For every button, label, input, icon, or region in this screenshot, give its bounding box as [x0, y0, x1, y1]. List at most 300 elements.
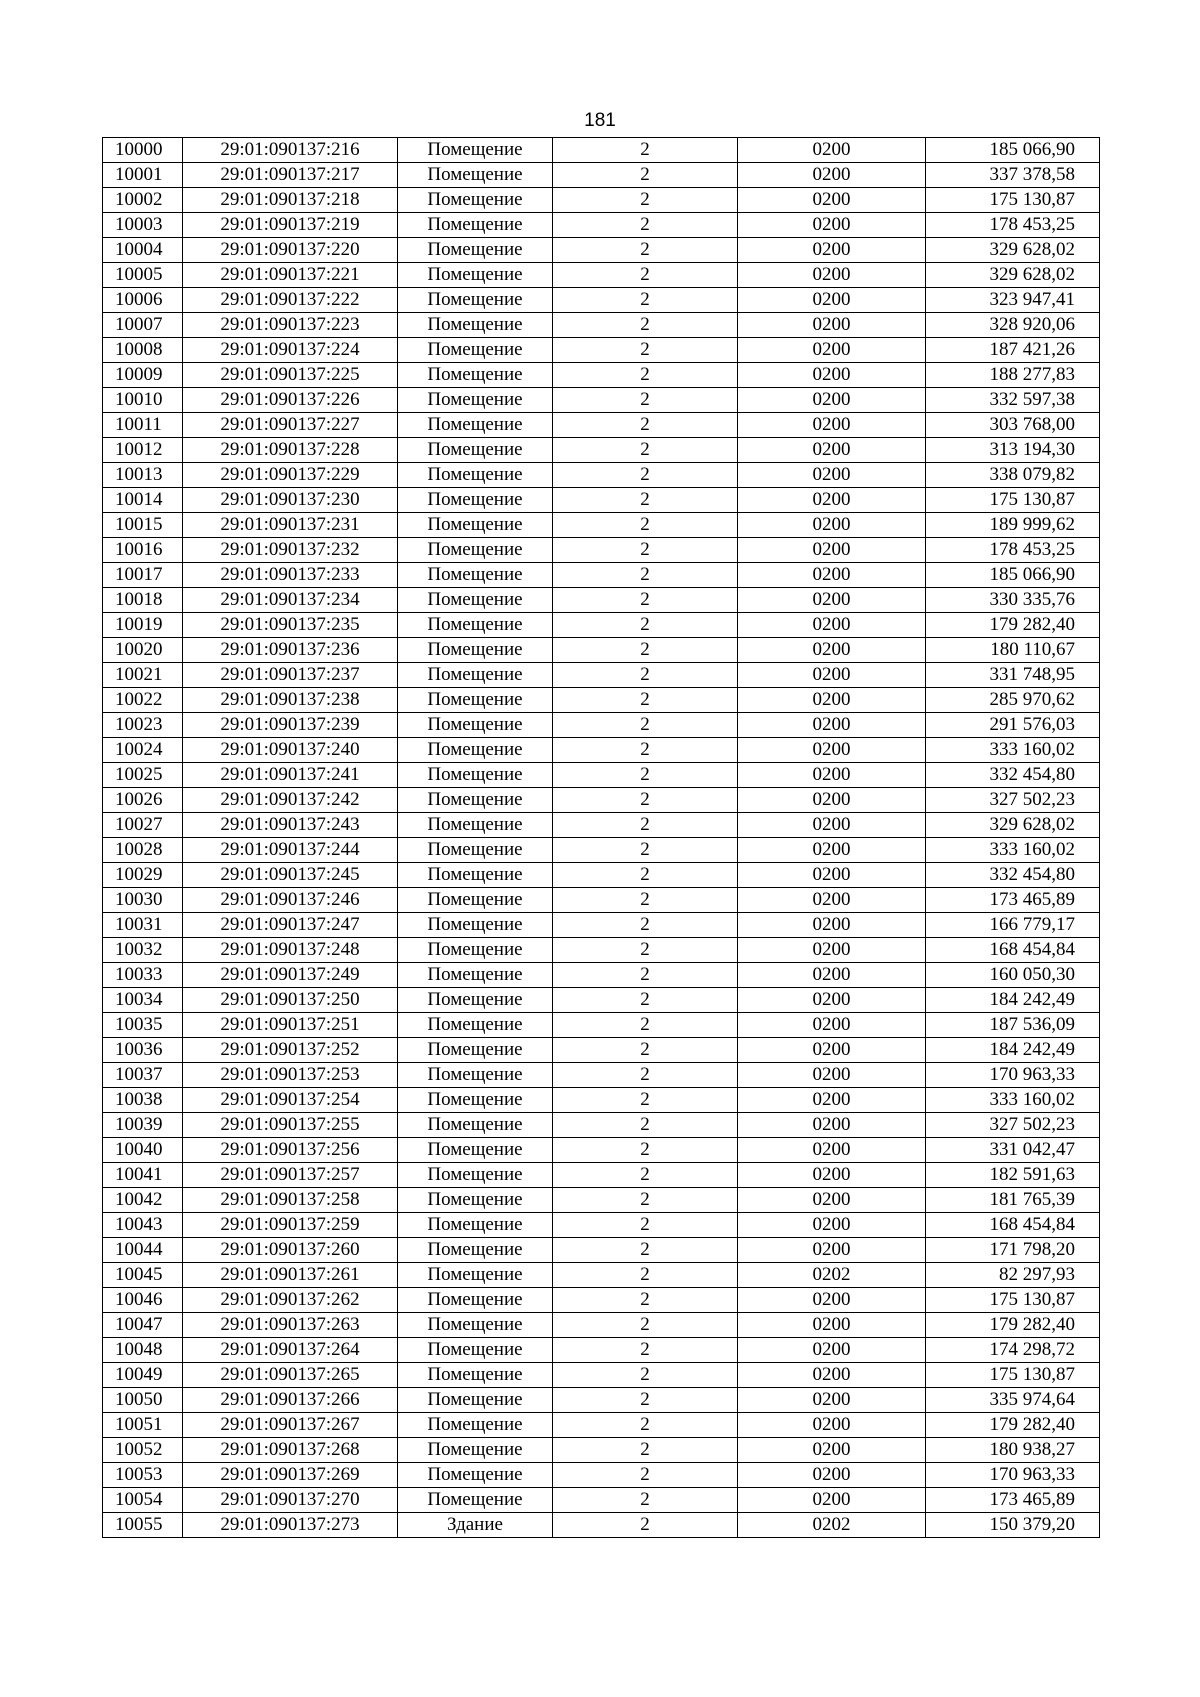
value-cell: 150 379,20	[926, 1513, 1100, 1538]
row-number-cell: 10003	[103, 213, 183, 238]
table-row	[103, 888, 1100, 913]
object-type-cell: Помещение	[398, 1113, 553, 1138]
category-cell: 2	[553, 163, 738, 188]
code-cell: 0200	[738, 1213, 926, 1238]
object-type-cell: Помещение	[398, 1138, 553, 1163]
row-number-cell: 10043	[103, 1213, 183, 1238]
table-row	[103, 588, 1100, 613]
object-type-cell: Помещение	[398, 1438, 553, 1463]
value-cell: 175 130,87	[926, 1363, 1100, 1388]
cadastral-number-cell: 29:01:090137:264	[183, 1338, 398, 1363]
category-cell: 2	[553, 963, 738, 988]
cadastral-number-cell: 29:01:090137:262	[183, 1288, 398, 1313]
cadastral-number-cell: 29:01:090137:238	[183, 688, 398, 713]
object-type-cell: Помещение	[398, 438, 553, 463]
value-cell: 174 298,72	[926, 1338, 1100, 1363]
row-number-cell: 10050	[103, 1388, 183, 1413]
table-row	[103, 413, 1100, 438]
table-row	[103, 813, 1100, 838]
table-row	[103, 563, 1100, 588]
code-cell: 0200	[738, 688, 926, 713]
table-row	[103, 1163, 1100, 1188]
cadastral-number-cell: 29:01:090137:263	[183, 1313, 398, 1338]
category-cell: 2	[553, 738, 738, 763]
table-row	[103, 688, 1100, 713]
row-number-cell: 10040	[103, 1138, 183, 1163]
value-cell: 189 999,62	[926, 513, 1100, 538]
cadastral-number-cell: 29:01:090137:269	[183, 1463, 398, 1488]
table-row	[103, 238, 1100, 263]
table-row	[103, 638, 1100, 663]
table-row	[103, 1113, 1100, 1138]
object-type-cell: Помещение	[398, 663, 553, 688]
table-row	[103, 1413, 1100, 1438]
category-cell: 2	[553, 863, 738, 888]
row-number-cell: 10022	[103, 688, 183, 713]
value-cell: 328 920,06	[926, 313, 1100, 338]
table-row	[103, 1263, 1100, 1288]
object-type-cell: Помещение	[398, 588, 553, 613]
row-number-cell: 10000	[103, 138, 183, 163]
table-row	[103, 838, 1100, 863]
table-row	[103, 613, 1100, 638]
category-cell: 2	[553, 413, 738, 438]
row-number-cell: 10009	[103, 363, 183, 388]
code-cell: 0200	[738, 213, 926, 238]
row-number-cell: 10048	[103, 1338, 183, 1363]
value-cell: 187 421,26	[926, 338, 1100, 363]
code-cell: 0200	[738, 1488, 926, 1513]
category-cell: 2	[553, 563, 738, 588]
cadastral-number-cell: 29:01:090137:257	[183, 1163, 398, 1188]
table-row	[103, 488, 1100, 513]
cadastral-value-table	[102, 137, 1100, 1538]
table-row	[103, 513, 1100, 538]
object-type-cell: Помещение	[398, 1288, 553, 1313]
table-row	[103, 138, 1100, 163]
category-cell: 2	[553, 838, 738, 863]
category-cell: 2	[553, 663, 738, 688]
value-cell: 329 628,02	[926, 813, 1100, 838]
object-type-cell: Помещение	[398, 963, 553, 988]
table-row	[103, 1238, 1100, 1263]
row-number-cell: 10049	[103, 1363, 183, 1388]
cadastral-number-cell: 29:01:090137:253	[183, 1063, 398, 1088]
cadastral-number-cell: 29:01:090137:242	[183, 788, 398, 813]
cadastral-number-cell: 29:01:090137:240	[183, 738, 398, 763]
cadastral-number-cell: 29:01:090137:241	[183, 763, 398, 788]
page-number: 181	[584, 110, 616, 131]
category-cell: 2	[553, 1388, 738, 1413]
table-row	[103, 388, 1100, 413]
table-row	[103, 1038, 1100, 1063]
object-type-cell: Помещение	[398, 563, 553, 588]
category-cell: 2	[553, 688, 738, 713]
value-cell: 179 282,40	[926, 1313, 1100, 1338]
object-type-cell: Помещение	[398, 1063, 553, 1088]
table-row	[103, 713, 1100, 738]
category-cell: 2	[553, 938, 738, 963]
cadastral-number-cell: 29:01:090137:267	[183, 1413, 398, 1438]
table-row	[103, 1313, 1100, 1338]
object-type-cell: Помещение	[398, 488, 553, 513]
table-row	[103, 913, 1100, 938]
code-cell: 0200	[738, 763, 926, 788]
category-cell: 2	[553, 263, 738, 288]
object-type-cell: Помещение	[398, 1238, 553, 1263]
row-number-cell: 10008	[103, 338, 183, 363]
code-cell: 0200	[738, 488, 926, 513]
row-number-cell: 10025	[103, 763, 183, 788]
value-cell: 333 160,02	[926, 1088, 1100, 1113]
category-cell: 2	[553, 1313, 738, 1338]
code-cell: 0200	[738, 1013, 926, 1038]
code-cell: 0200	[738, 563, 926, 588]
table-row	[103, 1138, 1100, 1163]
row-number-cell: 10037	[103, 1063, 183, 1088]
code-cell: 0200	[738, 463, 926, 488]
cadastral-number-cell: 29:01:090137:260	[183, 1238, 398, 1263]
object-type-cell: Помещение	[398, 863, 553, 888]
value-cell: 187 536,09	[926, 1013, 1100, 1038]
cadastral-number-cell: 29:01:090137:265	[183, 1363, 398, 1388]
value-cell: 82 297,93	[926, 1263, 1100, 1288]
value-cell: 335 974,64	[926, 1388, 1100, 1413]
category-cell: 2	[553, 613, 738, 638]
table-row	[103, 863, 1100, 888]
category-cell: 2	[553, 1363, 738, 1388]
value-cell: 175 130,87	[926, 188, 1100, 213]
object-type-cell: Помещение	[398, 163, 553, 188]
row-number-cell: 10014	[103, 488, 183, 513]
category-cell: 2	[553, 1013, 738, 1038]
value-cell: 178 453,25	[926, 538, 1100, 563]
value-cell: 188 277,83	[926, 363, 1100, 388]
category-cell: 2	[553, 363, 738, 388]
cadastral-number-cell: 29:01:090137:219	[183, 213, 398, 238]
object-type-cell: Помещение	[398, 763, 553, 788]
object-type-cell: Помещение	[398, 213, 553, 238]
category-cell: 2	[553, 913, 738, 938]
row-number-cell: 10012	[103, 438, 183, 463]
table-row	[103, 463, 1100, 488]
cadastral-number-cell: 29:01:090137:259	[183, 1213, 398, 1238]
value-cell: 291 576,03	[926, 713, 1100, 738]
category-cell: 2	[553, 988, 738, 1013]
cadastral-number-cell: 29:01:090137:216	[183, 138, 398, 163]
table-row	[103, 1088, 1100, 1113]
code-cell: 0200	[738, 913, 926, 938]
cadastral-number-cell: 29:01:090137:224	[183, 338, 398, 363]
cadastral-number-cell: 29:01:090137:256	[183, 1138, 398, 1163]
cadastral-number-cell: 29:01:090137:243	[183, 813, 398, 838]
cadastral-number-cell: 29:01:090137:230	[183, 488, 398, 513]
table-row	[103, 1463, 1100, 1488]
object-type-cell: Помещение	[398, 188, 553, 213]
category-cell: 2	[553, 213, 738, 238]
value-cell: 285 970,62	[926, 688, 1100, 713]
code-cell: 0200	[738, 1413, 926, 1438]
code-cell: 0200	[738, 1038, 926, 1063]
row-number-cell: 10018	[103, 588, 183, 613]
category-cell: 2	[553, 488, 738, 513]
cadastral-number-cell: 29:01:090137:235	[183, 613, 398, 638]
code-cell: 0200	[738, 1288, 926, 1313]
code-cell: 0202	[738, 1263, 926, 1288]
cadastral-number-cell: 29:01:090137:249	[183, 963, 398, 988]
code-cell: 0200	[738, 313, 926, 338]
row-number-cell: 10002	[103, 188, 183, 213]
row-number-cell: 10024	[103, 738, 183, 763]
value-cell: 160 050,30	[926, 963, 1100, 988]
object-type-cell: Помещение	[398, 1213, 553, 1238]
category-cell: 2	[553, 338, 738, 363]
table-row	[103, 1013, 1100, 1038]
object-type-cell: Помещение	[398, 238, 553, 263]
row-number-cell: 10051	[103, 1413, 183, 1438]
table-row	[103, 763, 1100, 788]
cadastral-number-cell: 29:01:090137:254	[183, 1088, 398, 1113]
category-cell: 2	[553, 1288, 738, 1313]
cadastral-number-cell: 29:01:090137:270	[183, 1488, 398, 1513]
row-number-cell: 10041	[103, 1163, 183, 1188]
cadastral-number-cell: 29:01:090137:273	[183, 1513, 398, 1538]
row-number-cell: 10038	[103, 1088, 183, 1113]
cadastral-number-cell: 29:01:090137:223	[183, 313, 398, 338]
category-cell: 2	[553, 1413, 738, 1438]
value-cell: 337 378,58	[926, 163, 1100, 188]
value-cell: 171 798,20	[926, 1238, 1100, 1263]
value-cell: 175 130,87	[926, 488, 1100, 513]
code-cell: 0200	[738, 788, 926, 813]
cadastral-number-cell: 29:01:090137:227	[183, 413, 398, 438]
code-cell: 0200	[738, 713, 926, 738]
code-cell: 0200	[738, 1388, 926, 1413]
cadastral-number-cell: 29:01:090137:266	[183, 1388, 398, 1413]
category-cell: 2	[553, 288, 738, 313]
code-cell: 0200	[738, 813, 926, 838]
object-type-cell: Помещение	[398, 738, 553, 763]
row-number-cell: 10005	[103, 263, 183, 288]
table-row	[103, 1388, 1100, 1413]
code-cell: 0200	[738, 988, 926, 1013]
code-cell: 0200	[738, 1063, 926, 1088]
object-type-cell: Помещение	[398, 838, 553, 863]
cadastral-number-cell: 29:01:090137:258	[183, 1188, 398, 1213]
row-number-cell: 10039	[103, 1113, 183, 1138]
object-type-cell: Помещение	[398, 1313, 553, 1338]
row-number-cell: 10042	[103, 1188, 183, 1213]
category-cell: 2	[553, 1038, 738, 1063]
object-type-cell: Помещение	[398, 513, 553, 538]
category-cell: 2	[553, 588, 738, 613]
row-number-cell: 10010	[103, 388, 183, 413]
code-cell: 0200	[738, 263, 926, 288]
cadastral-number-cell: 29:01:090137:218	[183, 188, 398, 213]
value-cell: 303 768,00	[926, 413, 1100, 438]
table-row	[103, 663, 1100, 688]
cadastral-number-cell: 29:01:090137:229	[183, 463, 398, 488]
value-cell: 179 282,40	[926, 1413, 1100, 1438]
category-cell: 2	[553, 763, 738, 788]
object-type-cell: Помещение	[398, 463, 553, 488]
value-cell: 182 591,63	[926, 1163, 1100, 1188]
row-number-cell: 10006	[103, 288, 183, 313]
row-number-cell: 10020	[103, 638, 183, 663]
value-cell: 173 465,89	[926, 1488, 1100, 1513]
object-type-cell: Помещение	[398, 1338, 553, 1363]
value-cell: 331 042,47	[926, 1138, 1100, 1163]
row-number-cell: 10021	[103, 663, 183, 688]
cadastral-number-cell: 29:01:090137:225	[183, 363, 398, 388]
value-cell: 332 454,80	[926, 763, 1100, 788]
cadastral-number-cell: 29:01:090137:250	[183, 988, 398, 1013]
table-row	[103, 788, 1100, 813]
value-cell: 313 194,30	[926, 438, 1100, 463]
code-cell: 0200	[738, 1113, 926, 1138]
cadastral-number-cell: 29:01:090137:245	[183, 863, 398, 888]
object-type-cell: Помещение	[398, 1488, 553, 1513]
value-cell: 333 160,02	[926, 838, 1100, 863]
row-number-cell: 10026	[103, 788, 183, 813]
value-cell: 168 454,84	[926, 938, 1100, 963]
object-type-cell: Помещение	[398, 1263, 553, 1288]
cadastral-number-cell: 29:01:090137:248	[183, 938, 398, 963]
row-number-cell: 10004	[103, 238, 183, 263]
code-cell: 0200	[738, 438, 926, 463]
table-row	[103, 1338, 1100, 1363]
value-cell: 181 765,39	[926, 1188, 1100, 1213]
code-cell: 0200	[738, 963, 926, 988]
table-row	[103, 738, 1100, 763]
object-type-cell: Помещение	[398, 313, 553, 338]
category-cell: 2	[553, 888, 738, 913]
code-cell: 0200	[738, 663, 926, 688]
code-cell: 0200	[738, 163, 926, 188]
category-cell: 2	[553, 513, 738, 538]
code-cell: 0200	[738, 413, 926, 438]
value-cell: 327 502,23	[926, 1113, 1100, 1138]
value-cell: 170 963,33	[926, 1063, 1100, 1088]
cadastral-number-cell: 29:01:090137:237	[183, 663, 398, 688]
object-type-cell: Помещение	[398, 1163, 553, 1188]
table-row	[103, 963, 1100, 988]
code-cell: 0202	[738, 1513, 926, 1538]
category-cell: 2	[553, 538, 738, 563]
table-row	[103, 313, 1100, 338]
cadastral-number-cell: 29:01:090137:226	[183, 388, 398, 413]
value-cell: 180 110,67	[926, 638, 1100, 663]
category-cell: 2	[553, 463, 738, 488]
code-cell: 0200	[738, 188, 926, 213]
category-cell: 2	[553, 238, 738, 263]
code-cell: 0200	[738, 1363, 926, 1388]
code-cell: 0200	[738, 238, 926, 263]
code-cell: 0200	[738, 1163, 926, 1188]
code-cell: 0200	[738, 738, 926, 763]
object-type-cell: Помещение	[398, 388, 553, 413]
object-type-cell: Помещение	[398, 713, 553, 738]
value-cell: 173 465,89	[926, 888, 1100, 913]
object-type-cell: Здание	[398, 1513, 553, 1538]
row-number-cell: 10034	[103, 988, 183, 1013]
cadastral-number-cell: 29:01:090137:261	[183, 1263, 398, 1288]
category-cell: 2	[553, 138, 738, 163]
cadastral-number-cell: 29:01:090137:251	[183, 1013, 398, 1038]
table-row	[103, 438, 1100, 463]
code-cell: 0200	[738, 588, 926, 613]
object-type-cell: Помещение	[398, 988, 553, 1013]
code-cell: 0200	[738, 1438, 926, 1463]
table-row	[103, 288, 1100, 313]
object-type-cell: Помещение	[398, 788, 553, 813]
cadastral-number-cell: 29:01:090137:232	[183, 538, 398, 563]
cadastral-number-cell: 29:01:090137:246	[183, 888, 398, 913]
category-cell: 2	[553, 1338, 738, 1363]
object-type-cell: Помещение	[398, 538, 553, 563]
object-type-cell: Помещение	[398, 613, 553, 638]
code-cell: 0200	[738, 838, 926, 863]
code-cell: 0200	[738, 138, 926, 163]
object-type-cell: Помещение	[398, 338, 553, 363]
code-cell: 0200	[738, 1313, 926, 1338]
row-number-cell: 10017	[103, 563, 183, 588]
row-number-cell: 10030	[103, 888, 183, 913]
cadastral-number-cell: 29:01:090137:231	[183, 513, 398, 538]
value-cell: 185 066,90	[926, 563, 1100, 588]
category-cell: 2	[553, 1513, 738, 1538]
cadastral-number-cell: 29:01:090137:233	[183, 563, 398, 588]
value-cell: 329 628,02	[926, 263, 1100, 288]
code-cell: 0200	[738, 1463, 926, 1488]
category-cell: 2	[553, 813, 738, 838]
object-type-cell: Помещение	[398, 288, 553, 313]
object-type-cell: Помещение	[398, 688, 553, 713]
value-cell: 327 502,23	[926, 788, 1100, 813]
table-row	[103, 263, 1100, 288]
cadastral-number-cell: 29:01:090137:239	[183, 713, 398, 738]
object-type-cell: Помещение	[398, 1363, 553, 1388]
code-cell: 0200	[738, 513, 926, 538]
row-number-cell: 10019	[103, 613, 183, 638]
row-number-cell: 10016	[103, 538, 183, 563]
table-row	[103, 363, 1100, 388]
cadastral-number-cell: 29:01:090137:255	[183, 1113, 398, 1138]
object-type-cell: Помещение	[398, 263, 553, 288]
row-number-cell: 10011	[103, 413, 183, 438]
value-cell: 175 130,87	[926, 1288, 1100, 1313]
object-type-cell: Помещение	[398, 413, 553, 438]
category-cell: 2	[553, 313, 738, 338]
category-cell: 2	[553, 1488, 738, 1513]
row-number-cell: 10036	[103, 1038, 183, 1063]
code-cell: 0200	[738, 863, 926, 888]
value-cell: 184 242,49	[926, 1038, 1100, 1063]
category-cell: 2	[553, 638, 738, 663]
cadastral-number-cell: 29:01:090137:268	[183, 1438, 398, 1463]
value-cell: 323 947,41	[926, 288, 1100, 313]
category-cell: 2	[553, 713, 738, 738]
row-number-cell: 10027	[103, 813, 183, 838]
row-number-cell: 10013	[103, 463, 183, 488]
row-number-cell: 10001	[103, 163, 183, 188]
table-row	[103, 1363, 1100, 1388]
row-number-cell: 10045	[103, 1263, 183, 1288]
value-cell: 332 597,38	[926, 388, 1100, 413]
category-cell: 2	[553, 1113, 738, 1138]
cadastral-number-cell: 29:01:090137:220	[183, 238, 398, 263]
value-cell: 166 779,17	[926, 913, 1100, 938]
